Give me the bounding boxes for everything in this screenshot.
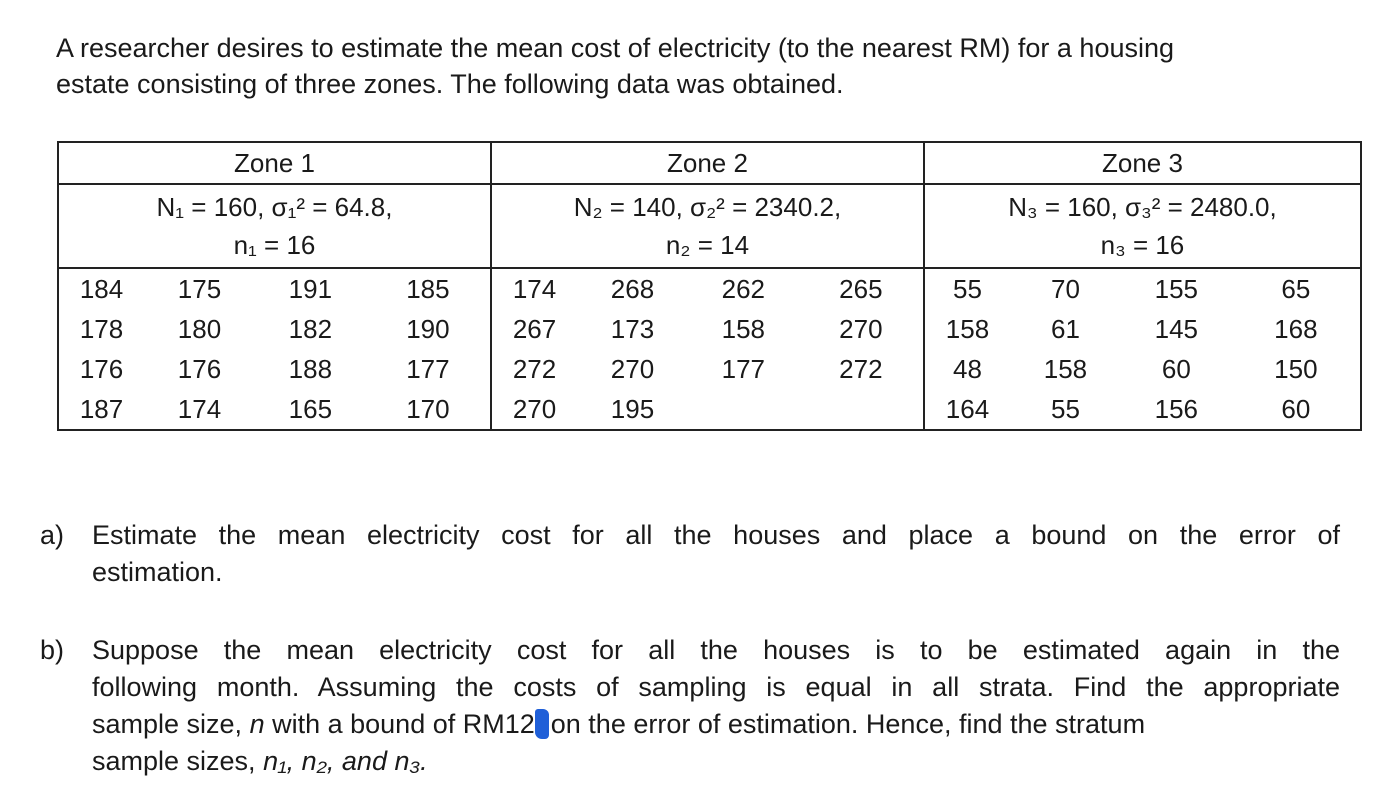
data-cell: 177 [721,353,766,384]
zone-1-N-sigma: N₁ = 160, σ₁² = 64.8, [156,192,393,222]
question-a-line-1: Estimate the mean electricity cost for all the houses and place a bound on the error of [92,520,1340,550]
data-cell: 158 [1043,353,1088,384]
data-cell [799,389,924,430]
intro-paragraph [56,30,1376,102]
data-cell: 65 [1232,268,1361,309]
zone-1-n: n₁ = 16 [233,230,316,260]
ink-smudge-icon [535,709,549,739]
question-a-label: a) [40,520,65,550]
question-b-text [92,632,1340,780]
zone-3-params [924,184,1361,268]
data-cell: 272 [839,353,883,384]
zone-3-title: Zone 3 [924,142,1361,184]
data-cell: 176 [177,353,222,384]
data-cell: 158 [924,309,1010,349]
intro-line-2: estate consisting of three zones. The following data was obtained. [56,69,844,99]
data-row-3 [58,349,1361,389]
data-cell: 272 [491,349,577,389]
data-cell: 262 [688,268,799,309]
intro-line-1: A researcher desires to estimate the mean cost of electricity (to the nearest RM) for a housing [56,33,1175,63]
data-cell: 158 [721,313,766,344]
question-b-line-2: following month. Assuming the costs of sampling is equal in all strata. Find the appropriate [92,672,1340,702]
question-b-line-3-mid: with a bound of RM12 [264,709,535,739]
question-b-line-4 [92,743,1340,780]
data-cell: 195 [577,389,688,430]
data-cell: 150 [1232,349,1361,389]
question-a [40,517,1340,591]
data-cell: 48 [924,349,1010,389]
question-a-line-2: estimation. [92,557,223,587]
zones-data-table [57,141,1362,431]
zone-2-params [491,184,924,268]
data-cell: 180 [177,313,222,344]
data-cell: 176 [58,349,144,389]
data-cell: 191 [255,268,366,309]
zone-2-title: Zone 2 [491,142,924,184]
question-a-text [92,517,1340,591]
data-cell [688,389,799,430]
zone-1-params [58,184,491,268]
data-cell: 61 [1051,313,1080,344]
question-b-line-1: Suppose the mean electricity cost for all the houses is to be estimated again in the [92,635,1340,665]
data-cell: 165 [255,389,366,430]
data-cell: 178 [58,309,144,349]
data-cell: 190 [406,313,450,344]
data-cell: 156 [1121,389,1232,430]
data-cell: 182 [288,313,333,344]
question-b [40,632,1340,780]
data-cell: 268 [577,268,688,309]
zone-params-row [58,184,1361,268]
data-row-1 [58,268,1361,309]
data-cell: 168 [1232,309,1361,349]
zone-2-n: n₂ = 14 [665,230,750,260]
zone-2-N-sigma: N₂ = 140, σ₂² = 2340.2, [573,192,842,222]
zone-title-row [58,142,1361,184]
data-cell: 184 [58,268,144,309]
question-b-line-4-pre: sample sizes, [92,746,264,776]
data-cell: 55 [924,268,1010,309]
question-b-line-3-post: on the error of estimation. Hence, find the stratum [550,709,1146,739]
data-cell: 55 [1010,389,1121,430]
data-row-4 [58,389,1361,430]
question-b-line-3 [92,706,1340,743]
sample-size-symbol: n [249,709,265,739]
data-cell: 270 [610,353,655,384]
zone-3-N-sigma: N₃ = 160, σ₃² = 2480.0, [1008,192,1277,222]
data-cell: 164 [924,389,1010,430]
question-b-line-3-pre: sample size, [92,709,250,739]
data-cell: 174 [144,389,255,430]
data-cell: 175 [144,268,255,309]
data-cell: 155 [1121,268,1232,309]
data-cell: 270 [491,389,577,430]
zone-3-n: n₃ = 16 [1100,230,1185,260]
data-cell: 270 [839,313,883,344]
data-cell: 170 [366,389,491,430]
zone-1-title: Zone 1 [58,142,491,184]
data-cell: 187 [58,389,144,430]
data-cell: 60 [1232,389,1361,430]
data-cell: 188 [288,353,333,384]
question-b-label: b) [40,635,65,665]
data-cell: 177 [406,353,450,384]
data-row-2 [58,309,1361,349]
data-cell: 70 [1010,268,1121,309]
data-cell: 265 [799,268,924,309]
data-cell: 174 [491,268,577,309]
data-cell: 145 [1154,313,1199,344]
data-cell: 173 [610,313,655,344]
data-cell: 60 [1161,353,1191,384]
stratum-size-symbols: n₁, n₂, and n₃. [263,746,428,776]
data-cell: 267 [491,309,577,349]
data-cell: 185 [366,268,491,309]
